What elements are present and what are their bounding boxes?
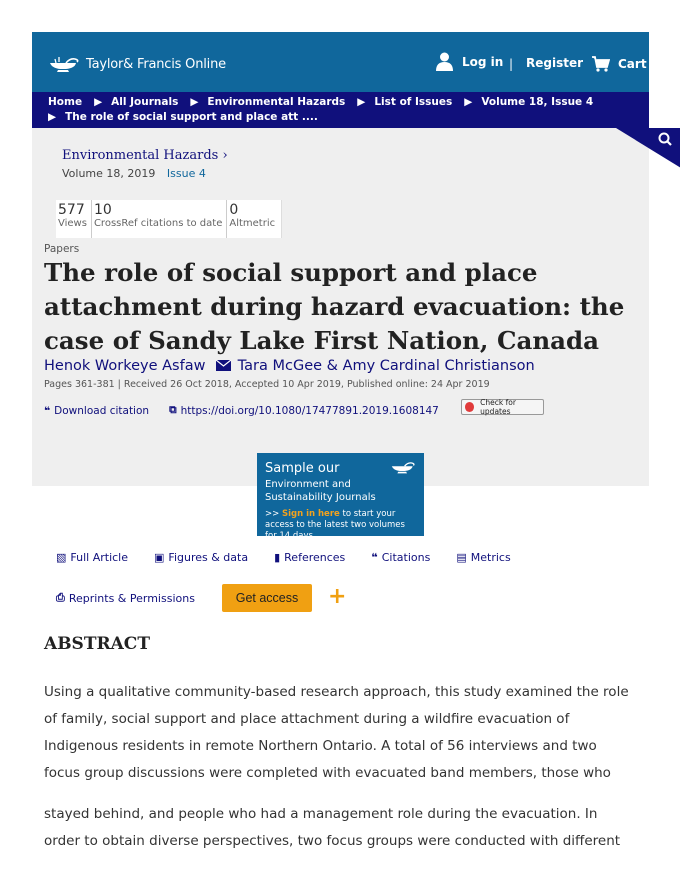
metric-value: 577 [58, 202, 85, 218]
abstract-heading: ABSTRACT [44, 634, 150, 654]
tab-label: Metrics [470, 551, 511, 564]
ad-heading: Sample our [265, 461, 340, 476]
cart-link[interactable] [592, 56, 647, 72]
article-section-label: Papers [44, 243, 80, 255]
author-link[interactable]: Henok Workeye Asfaw [44, 358, 206, 374]
tab-full-article[interactable] [56, 551, 128, 564]
metric-crossref [92, 200, 227, 238]
breadcrumb-arrow-icon: ▶ [464, 96, 473, 108]
breadcrumb [32, 92, 649, 128]
reprints-permissions-link[interactable] [56, 591, 195, 605]
login-label: Log in [462, 54, 504, 69]
journal-title[interactable] [62, 148, 228, 163]
article-title: The role of social support and place attachment during hazard evacuation: the case of Sandy Lake First Nation, Canada [44, 258, 625, 355]
tab-citations[interactable] [371, 551, 430, 564]
ad-sign-in-link[interactable]: Sign in here [281, 509, 340, 519]
document-icon: ▧ [56, 551, 67, 564]
breadcrumb-volume[interactable]: Volume 18, Issue 4 [481, 96, 594, 108]
email-icon[interactable] [216, 360, 231, 371]
tab-label: References [284, 551, 346, 564]
breadcrumb-current: The role of social support and place att .... [65, 111, 318, 123]
metric-value: 10 [93, 202, 112, 218]
register-link[interactable]: Register [526, 56, 584, 70]
search-button[interactable] [616, 128, 680, 168]
abstract-line: of family, social support and place attachment during a wildfire evacuation of [44, 711, 570, 727]
breadcrumb-journal[interactable]: Environmental Hazards [207, 96, 346, 108]
print-icon: ⎙ [56, 591, 65, 604]
sample-journals-ad[interactable] [257, 453, 424, 541]
plus-icon[interactable]: + [328, 584, 347, 609]
tab-label: Citations [381, 551, 431, 564]
breadcrumb-arrow-icon: ▶ [94, 96, 103, 108]
cart-icon [592, 56, 610, 72]
ad-body [265, 509, 416, 542]
ad-subheading: Environment and Sustainability Journals [265, 479, 376, 503]
issue-link[interactable]: Issue 4 [166, 167, 206, 180]
author-list [44, 358, 535, 374]
get-access-button[interactable]: Get access [222, 584, 312, 612]
breadcrumb-home[interactable]: Home [48, 96, 83, 108]
brand-name: Taylor& Francis Online [86, 56, 226, 72]
user-icon [436, 52, 453, 71]
tab-references[interactable] [274, 551, 345, 564]
tab-metrics[interactable] [456, 551, 510, 564]
bar-chart-icon: ▤ [456, 551, 467, 564]
quote-icon: ❝ [371, 551, 378, 564]
metric-altmetric [227, 200, 282, 238]
volume-info [62, 167, 206, 180]
site-header [32, 32, 649, 92]
ad-prefix: >> [265, 509, 282, 519]
check-for-updates-button[interactable] [461, 399, 544, 415]
image-icon: ▣ [154, 551, 165, 564]
ad-body-text: to start your access to the latest two volumes for 14 days [265, 509, 405, 541]
header-separator: | [509, 57, 514, 71]
journal-title-text: Environmental Hazards [62, 148, 219, 163]
author-link[interactable]: Tara McGee [237, 358, 323, 374]
abstract-line: order to obtain diverse perspectives, two focus groups were conducted with different [44, 833, 621, 849]
abstract-text [44, 684, 640, 860]
abstract-line: Using a qualitative community-based research approach, this study examined the role [44, 684, 629, 700]
cart-label: Cart [618, 57, 647, 71]
author-separator: & [326, 358, 338, 374]
book-icon: ▮ [274, 551, 281, 564]
abstract-line: Indigenous residents in remote Northern Ontario. A total of 56 interviews and two [44, 738, 597, 754]
lamp-logo-icon [388, 459, 418, 475]
check-for-updates-label: Check for updates [480, 398, 516, 416]
breadcrumb-arrow-icon: ▶ [357, 96, 366, 108]
abstract-line: stayed behind, and people who had a management role during the evacuation. In [44, 806, 598, 822]
download-citation-link[interactable]: Download citation [54, 404, 150, 417]
metric-views [56, 200, 92, 238]
metric-label: CrossRef citations to date [93, 218, 223, 229]
metric-value: 0 [229, 202, 239, 218]
tab-label: Figures & data [168, 551, 249, 564]
breadcrumb-arrow-icon: ▶ [48, 111, 57, 123]
lamp-logo-icon [48, 54, 80, 74]
login-link[interactable] [436, 52, 503, 71]
metric-label: Views [58, 218, 87, 229]
site-logo[interactable] [48, 54, 226, 74]
breadcrumb-all-journals[interactable]: All Journals [111, 96, 179, 108]
breadcrumb-issues[interactable]: List of Issues [374, 96, 453, 108]
chevron-right-icon: › [222, 148, 228, 163]
doi-link[interactable]: https://doi.org/10.1080/17477891.2019.1608147 [180, 404, 439, 417]
tab-label: Full Article [70, 551, 129, 564]
quote-icon: ❝ [44, 404, 51, 417]
article-metrics [56, 200, 282, 238]
breadcrumb-arrow-icon: ▶ [190, 96, 199, 108]
tab-figures[interactable] [154, 551, 248, 564]
metric-label: Altmetric [229, 218, 276, 229]
abstract-line: focus group discussions were completed with evacuated band members, those who [44, 765, 611, 781]
volume-label: Volume 18, 2019 [62, 167, 156, 180]
crossmark-icon [465, 402, 474, 412]
external-link-icon: ⧉ [169, 404, 177, 416]
publication-dates: Pages 361-381 | Received 26 Oct 2018, Accepted 10 Apr 2019, Published online: 24 Apr 2019 [44, 379, 490, 390]
article-tabs [56, 551, 537, 564]
author-link[interactable]: Amy Cardinal Christianson [342, 358, 535, 374]
article-links [44, 404, 439, 417]
reprints-label: Reprints & Permissions [68, 591, 195, 605]
